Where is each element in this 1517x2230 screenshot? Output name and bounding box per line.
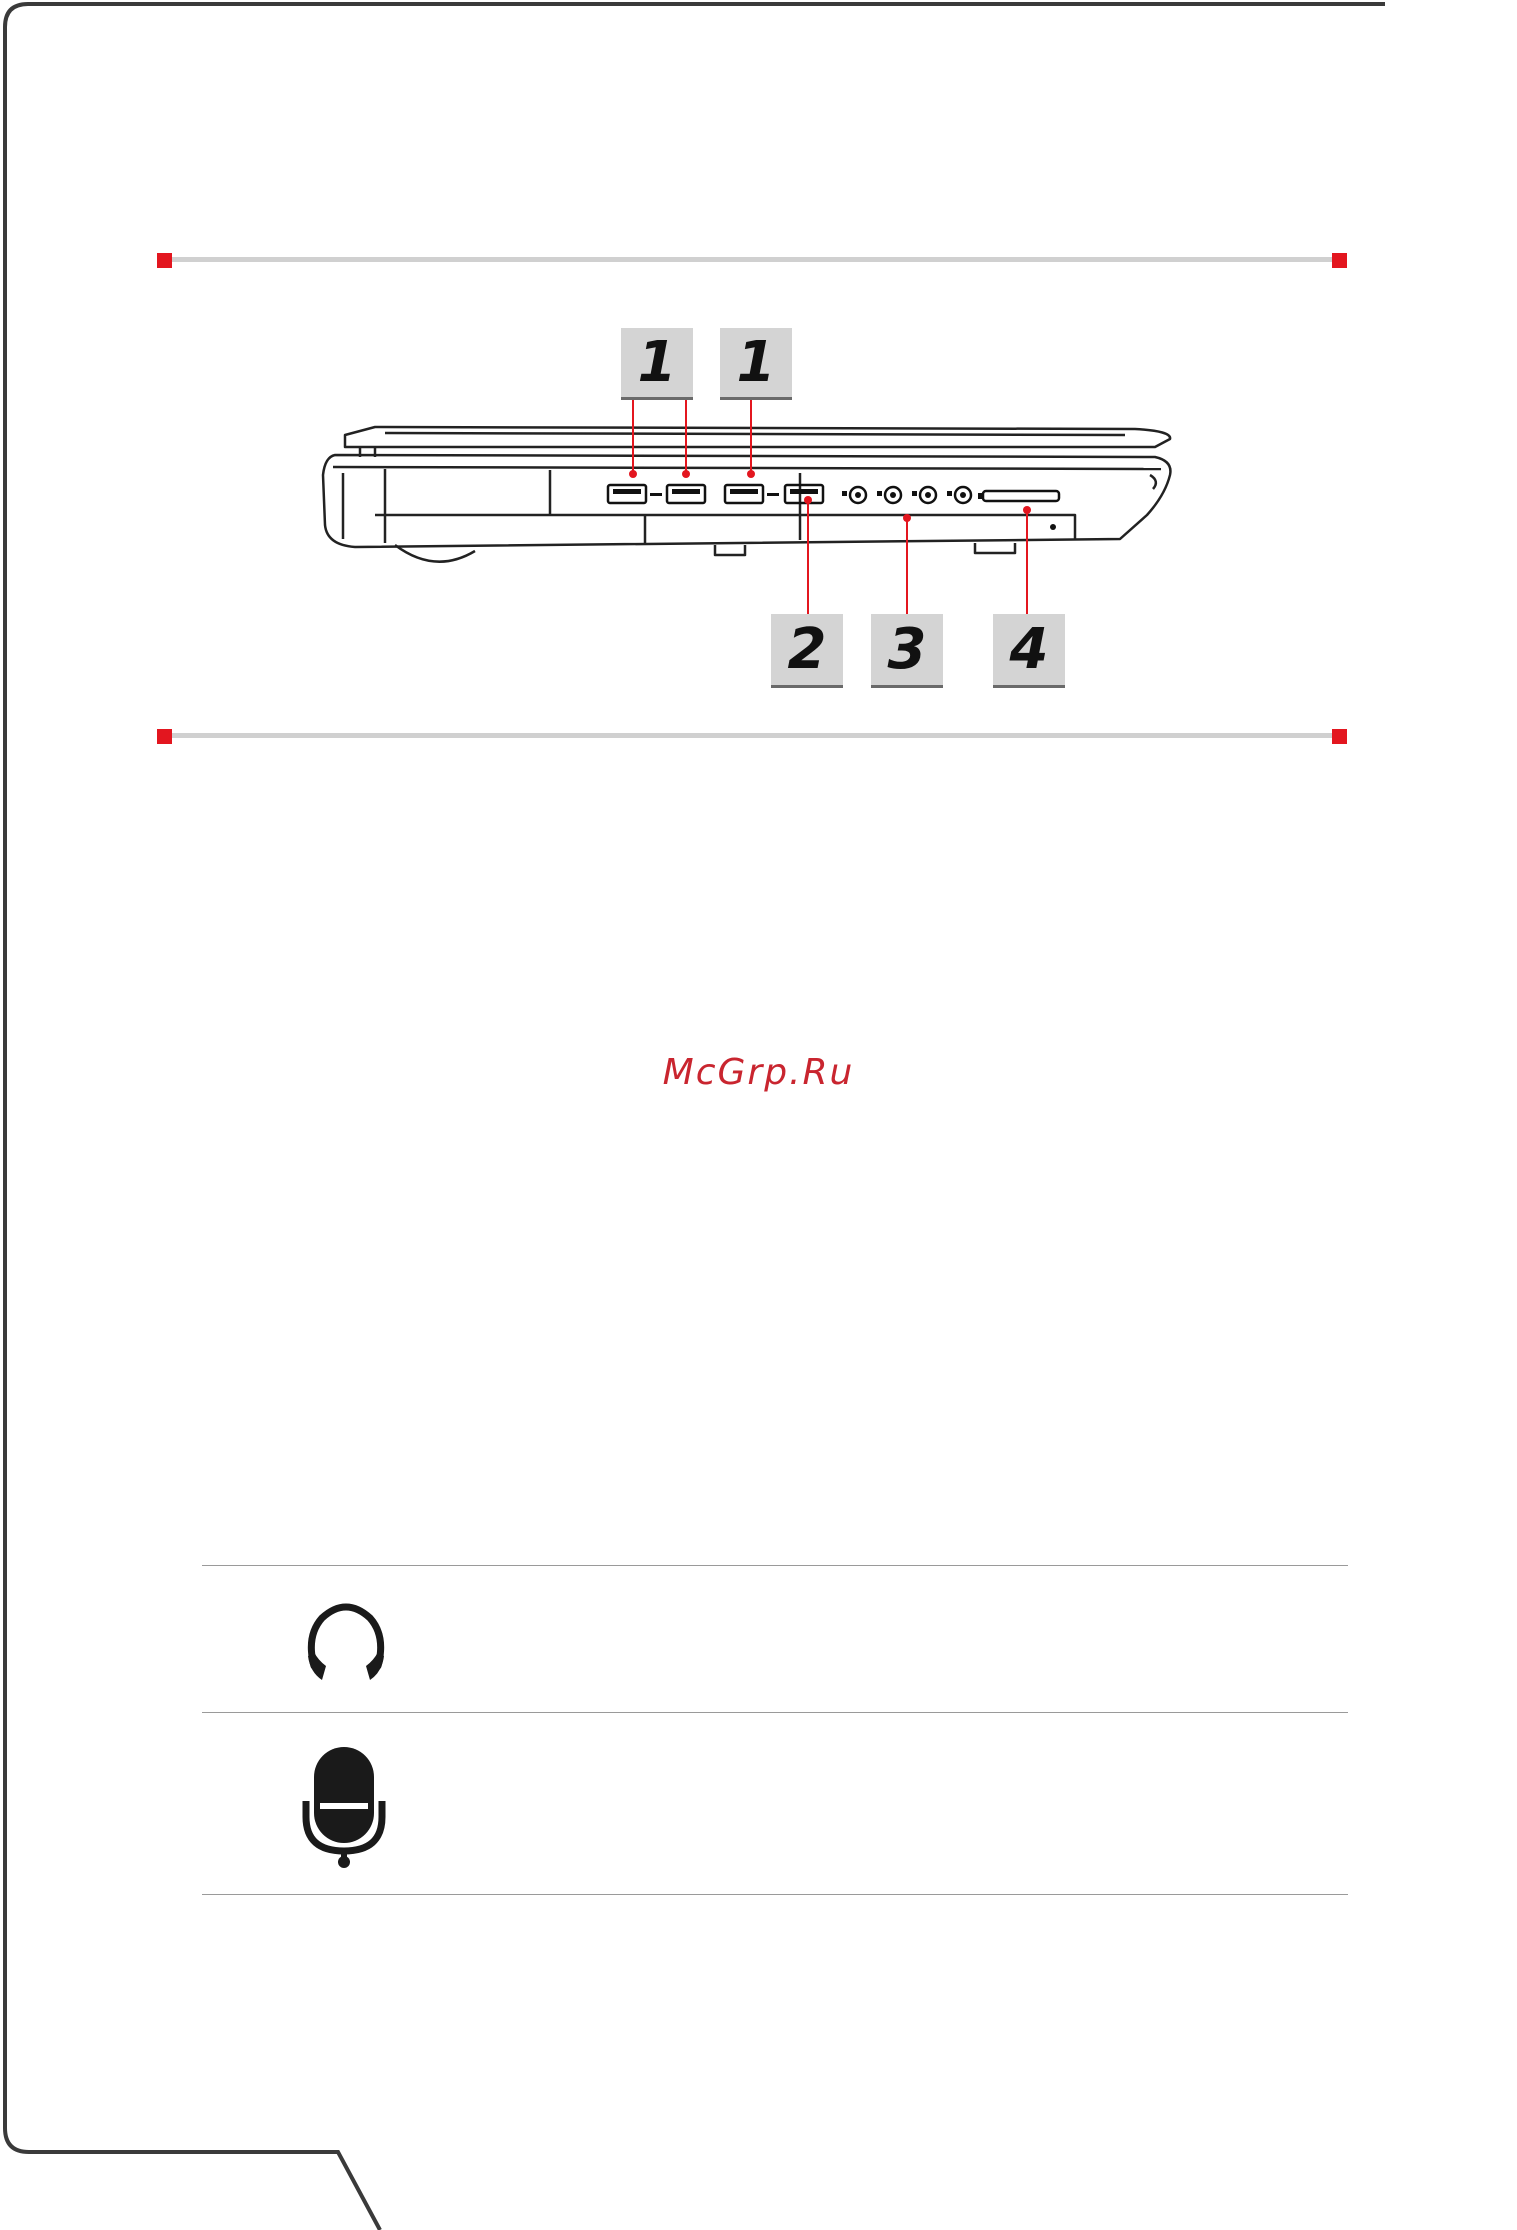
headphone-icon bbox=[300, 1596, 392, 1688]
bottom-divider bbox=[164, 733, 1339, 738]
callout-1-usb-single: 1 bbox=[720, 328, 792, 400]
laptop-right-side-illustration bbox=[315, 415, 1175, 585]
leader-line-2 bbox=[807, 500, 809, 614]
bottom-divider-left-marker bbox=[157, 729, 172, 744]
table-bottom-border bbox=[202, 1894, 1348, 1895]
callout-2: 2 bbox=[771, 614, 843, 688]
top-divider-left-marker bbox=[157, 253, 172, 268]
leader-dot-1b bbox=[682, 470, 690, 478]
bottom-divider-right-marker bbox=[1332, 729, 1347, 744]
leader-line-3 bbox=[906, 518, 908, 614]
microphone-icon bbox=[302, 1747, 386, 1869]
callout-3: 3 bbox=[871, 614, 943, 688]
leader-line-4 bbox=[1026, 510, 1028, 614]
leader-line-1a bbox=[632, 400, 634, 474]
leader-dot-1c bbox=[747, 470, 755, 478]
top-divider bbox=[164, 257, 1339, 262]
leader-dot-2 bbox=[804, 496, 812, 504]
leader-dot-3 bbox=[903, 514, 911, 522]
leader-dot-4 bbox=[1023, 506, 1031, 514]
leader-dot-1a bbox=[629, 470, 637, 478]
leader-line-1b bbox=[685, 400, 687, 474]
top-divider-right-marker bbox=[1332, 253, 1347, 268]
callout-4: 4 bbox=[993, 614, 1065, 688]
leader-line-1c bbox=[750, 400, 752, 474]
callout-1-usb-pair: 1 bbox=[621, 328, 693, 400]
table-row-headphone bbox=[202, 1566, 1348, 1712]
watermark: McGrp.Ru bbox=[662, 1052, 855, 1093]
table-row-microphone bbox=[202, 1713, 1348, 1893]
